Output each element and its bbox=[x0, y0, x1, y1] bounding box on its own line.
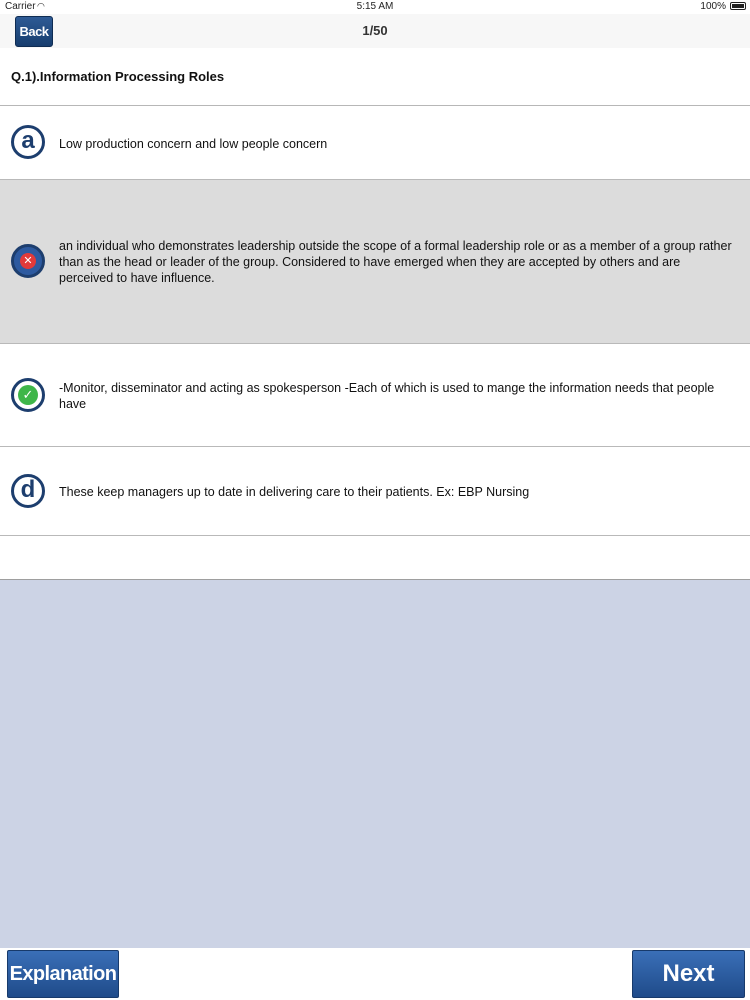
explanation-button[interactable]: Explanation bbox=[7, 950, 119, 998]
option-d-icon: d bbox=[11, 474, 45, 508]
status-time: 5:15 AM bbox=[356, 1, 394, 12]
check-mark: ✓ bbox=[18, 385, 38, 405]
question-header bbox=[0, 48, 750, 107]
question-text: Q.1).Information Processing Roles bbox=[11, 69, 225, 84]
option-a-text: Low production concern and low people concern bbox=[59, 137, 328, 151]
empty-row bbox=[0, 536, 750, 580]
correct-answer-icon bbox=[11, 378, 45, 412]
wrong-answer-icon bbox=[11, 244, 45, 278]
option-b-text: an individual who demonstrates leadership outside the scope of a formal leadership role or as a member of a group rather than as the head or leader of the group. Considered to have emerged when they are accepted by others and are perceived to have influence. bbox=[59, 239, 732, 285]
wifi-icon: ◠ bbox=[37, 1, 45, 11]
nav-bar bbox=[0, 14, 750, 49]
answer-option-c[interactable] bbox=[0, 344, 750, 447]
status-bar bbox=[0, 0, 750, 14]
page-counter: 1/50 bbox=[362, 23, 388, 38]
bottom-toolbar bbox=[0, 948, 750, 1000]
option-d-text: These keep managers up to date in delivering care to their patients. Ex: EBP Nursing bbox=[59, 485, 530, 499]
next-button[interactable]: Next bbox=[632, 950, 745, 998]
carrier-label: Carrier bbox=[5, 1, 36, 12]
battery-percent: 100% bbox=[700, 1, 726, 12]
wrong-mark: ✕ bbox=[20, 253, 36, 269]
option-a-icon: a bbox=[11, 125, 45, 159]
battery-icon bbox=[730, 2, 746, 10]
answer-option-d[interactable] bbox=[0, 447, 750, 536]
back-button[interactable]: Back bbox=[15, 16, 53, 47]
option-c-text: -Monitor, disseminator and acting as spokesperson -Each of which is used to mange the information needs that people have bbox=[59, 381, 715, 411]
answer-option-b[interactable] bbox=[0, 180, 750, 344]
answer-option-a[interactable] bbox=[0, 106, 750, 180]
content-background bbox=[0, 580, 750, 948]
